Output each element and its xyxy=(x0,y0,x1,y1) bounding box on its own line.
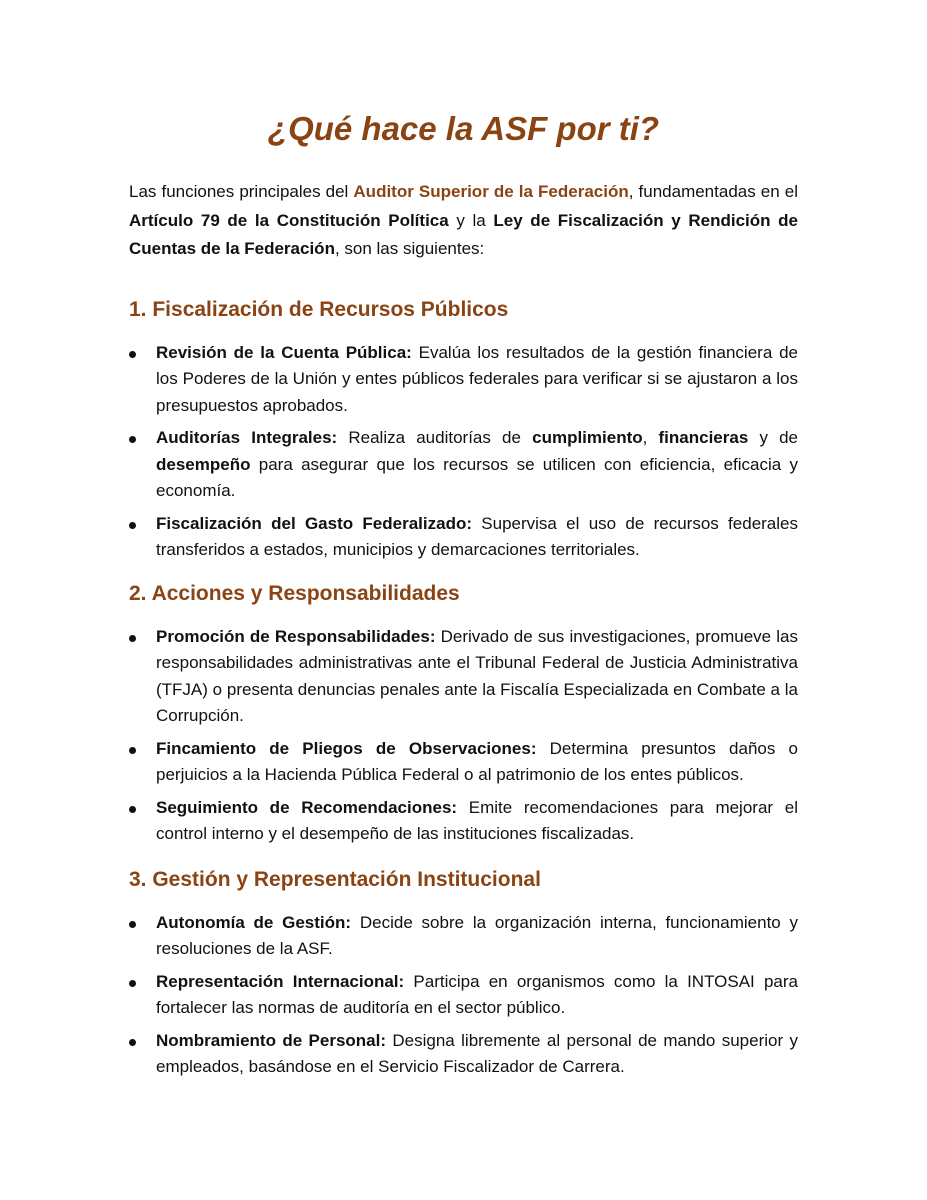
list-item xyxy=(129,795,798,848)
intro-text: , fundamentadas en el xyxy=(628,182,799,201)
item-bold-term: desempeño xyxy=(156,454,251,474)
list-item xyxy=(129,425,798,505)
item-text: Decide sobre la organización interna, funcionamiento y resoluciones de la ASF. xyxy=(156,912,799,958)
item-text: Designa libremente al personal de mando superior y empleados, basándose en el Servicio Fiscalizador de Carrera. xyxy=(156,1030,798,1076)
item-text: Participa en organismos como la INTOSAI para fortalecer las normas de auditoría en el sector público. xyxy=(156,971,798,1017)
section-heading: 2. Acciones y Responsabilidades xyxy=(129,581,460,605)
section-list xyxy=(129,624,798,848)
intro-text: , son las siguientes: xyxy=(334,239,485,258)
item-label: Fiscalización del Gasto Federalizado: xyxy=(156,513,472,533)
page-title: ¿Qué hace la ASF por ti? xyxy=(267,110,660,147)
bullet-icon xyxy=(129,806,136,813)
bullet-icon xyxy=(129,921,136,928)
item-label: Auditorías Integrales: xyxy=(156,428,338,447)
item-bold-term: cumplimiento xyxy=(532,428,643,447)
list-item xyxy=(129,624,798,730)
list-item xyxy=(129,969,798,1022)
bullet-icon xyxy=(129,522,136,529)
bullet-icon xyxy=(129,747,136,754)
list-item xyxy=(129,340,798,420)
item-label: Fincamiento de Pliegos de Observaciones: xyxy=(156,738,537,758)
bullet-icon xyxy=(129,1039,136,1046)
intro-paragraph xyxy=(129,178,798,264)
item-bold-term: financieras xyxy=(658,428,749,447)
item-label: Representación Internacional: xyxy=(156,971,405,991)
item-text: Realiza auditorías de xyxy=(337,428,533,447)
item-label: Autonomía de Gestión: xyxy=(156,912,352,932)
section-heading: 1. Fiscalización de Recursos Públicos xyxy=(129,297,509,321)
bullet-icon xyxy=(129,635,136,642)
section-list xyxy=(129,340,798,564)
section-list xyxy=(129,910,798,1081)
item-text: para asegurar que los recursos se utilicen con eficiencia, eficacia y economía. xyxy=(156,454,798,500)
intro-auditor-highlight: Auditor Superior de la Federación xyxy=(353,182,629,201)
item-label: Seguimiento de Recomendaciones: xyxy=(156,797,458,817)
item-text: y de xyxy=(748,428,799,447)
list-item xyxy=(129,1028,798,1081)
item-text: Derivado de sus investigaciones, promueve las responsabilidades administrativas ante el Tribunal Federal de Justicia Administrativa (TFJA) o presenta denuncias penales ante la Fiscalía Especializada en Combate a la Corrupción. xyxy=(156,626,798,725)
item-text: , xyxy=(642,428,659,447)
item-text: Emite recomendaciones para mejorar el control interno y el desempeño de las instituciones fiscalizadas. xyxy=(156,797,798,843)
item-text: Supervisa el uso de recursos federales transferidos a estados, municipios y demarcaciones territoriales. xyxy=(156,513,798,559)
list-item xyxy=(129,736,798,789)
bullet-icon xyxy=(129,980,136,987)
intro-text: y la xyxy=(448,210,494,230)
list-item xyxy=(129,910,798,963)
item-label: Promoción de Responsabilidades: xyxy=(156,626,436,646)
bullet-icon xyxy=(129,351,136,358)
intro-ley-bold: Ley de Fiscalización y Rendición de Cuentas de la Federación xyxy=(129,210,799,258)
section-heading: 3. Gestión y Representación Institucional xyxy=(129,867,541,891)
item-text: Determina presuntos daños o perjuicios a la Hacienda Pública Federal o al patrimonio de los entes públicos. xyxy=(156,738,798,784)
bullet-icon xyxy=(129,436,136,443)
list-item xyxy=(129,511,798,564)
item-label: Nombramiento de Personal: xyxy=(156,1030,387,1050)
intro-articulo-bold: Artículo 79 de la Constitución Política xyxy=(129,210,449,230)
item-text: Evalúa los resultados de la gestión financiera de los Poderes de la Unión y entes públicos federales para verificar si se ajustaron a los presupuestos aprobados. xyxy=(156,342,798,415)
intro-text: Las funciones principales del xyxy=(129,182,354,201)
item-label: Revisión de la Cuenta Pública: xyxy=(156,342,412,362)
